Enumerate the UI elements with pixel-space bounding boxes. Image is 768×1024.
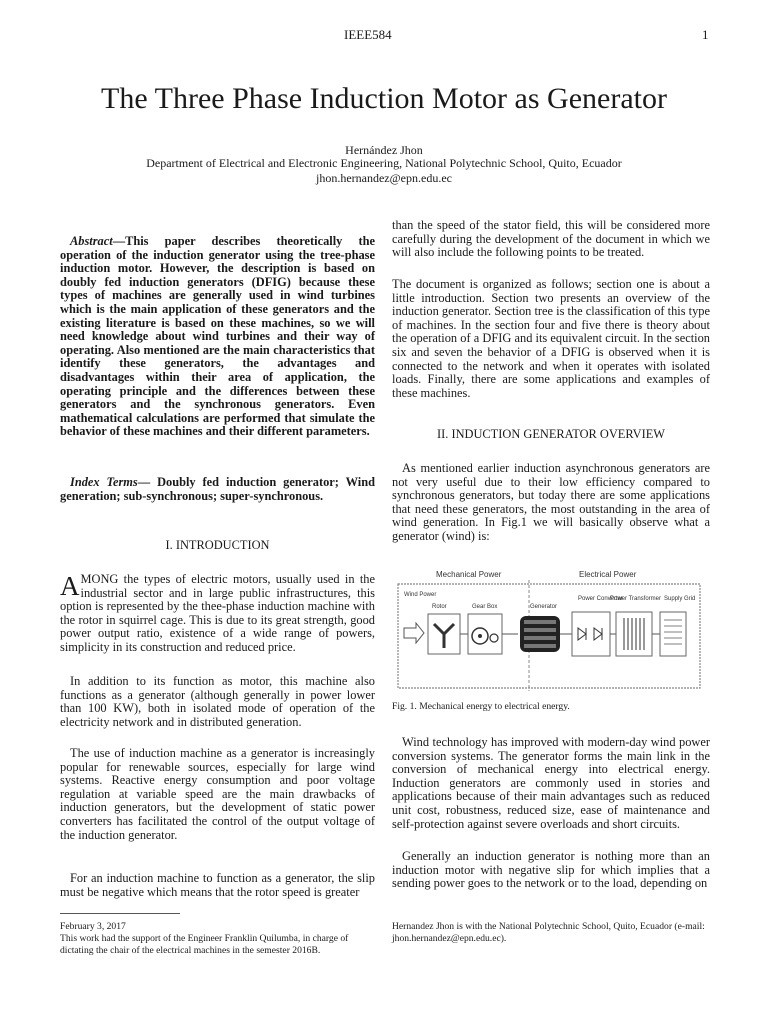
author-name: Hernández Jhon [345,143,423,157]
abstract-text: —This paper describes theoretically the operation of the induction generator using the tree-phase induction motor. However, the description is based on doubly fed induction generators (DFIG) because these types of machines are generally used in wind turbines which is the main application of these generators and the existing literature is based on these machines, so we will need knowledge about wind turbines and their way of operating. Also mentioned are the main characteristics that identify these generators, the advantages and disadvantages within their area of application, the operating principle and the differences between these generators and the synchronous generators. Even mathematical calculations are performed that simulate the behavior of these machines and their different parameters. [60,234,375,439]
organization-paragraph: The document is organized as follows; section one is about a little introduction. Section two presents an overview of the induction generator. Section tree is the classification of this type of machines. In the section four and five there is theory about the operation of a DFIG and its equivalent circuit. In the section six and seven the behavior of a DFIG is observed when it is connected to the network and when it operates with isolated loads. Finally, there are some applications and examples of these machines. [392,277,710,400]
electrical-power-label: Electrical Power [579,570,637,579]
abstract-label: Abstract [70,234,113,248]
generator-icon [520,616,560,652]
generator-label: Generator [530,604,558,610]
index-terms-text: — Doubly fed induction generator; Wind generation; sub-synchronous; super-synchronous. [60,475,376,503]
abstract [60,235,375,439]
intro-paragraph-1 [60,573,375,655]
footnote-date: February 3, 2017 [60,921,126,932]
overview-paragraph-2: Wind technology has improved with modern-day wind power conversion systems. The generator forms the main link in the conversion of mechanical energy into electrical energy. Induction generators are commonly used in stories and applications because of their main advantages such as reduced unit cost, robustness, reduced size, ease of maintenance and self-protection against severe overloads and short circuits. [392,735,710,831]
supply-grid-label: Supply Grid [664,596,696,602]
paper-title: The Three Phase Induction Motor as Generator [101,82,667,115]
page-number: 1 [702,27,709,42]
intro-paragraph-2: In addition to its function as motor, this machine also functions as a generator (although generally in power lower than 100 KW), both in isolated mode of operation of the electricity network and in distributed generation. [60,674,375,729]
gear-box-label: Gear Box [472,604,498,610]
wind-power-label: Wind Power [404,592,437,598]
index-terms [60,476,375,503]
power-converter-label: Power Converter [578,596,624,602]
body-paragraph-continued: than the speed of the stator field, this will be considered more carefully during the development of the document in which we will also include the following points to be treated. [392,218,710,260]
footnote-rule [60,913,180,914]
intro-paragraph-4: For an induction machine to function as a generator, the slip must be negative which means that the rotor speed is greater [60,871,375,899]
footnote-support: This work had the support of the Engineer Franklin Quilumba, in charge of dictating the chair of the electrical machines in the semester 2016B. [60,933,349,956]
drop-cap: A [60,571,80,601]
index-terms-label: Index Terms [70,475,138,489]
author-email: jhon.hernandez@epn.edu.ec [316,171,452,185]
overview-paragraph-3: Generally an induction generator is nothing more than an induction motor with negative slip for which implies that a sending power goes to the network or to the load, depending on [392,849,710,891]
figure-wind-generation-diagram [394,566,704,694]
footnote-author: Hernandez Jhon is with the National Polytechnic School, Quito, Ecuador (e-mail: jhon.hernandez@epn.edu.ec). [392,921,705,944]
figure-caption: Fig. 1. Mechanical energy to electrical energy. [392,701,570,712]
section-heading-overview: II. INDUCTION GENERATOR OVERVIEW [437,427,665,441]
rotor-label: Rotor [432,604,447,610]
section-heading-introduction: I. INTRODUCTION [165,538,270,552]
mechanical-power-label: Mechanical Power [436,570,502,579]
intro-p1-text: MONG the types of electric motors, usually used in the industrial sector and in large public infrastructures, this option is represented by the thee-phase induction machine with the rotor in squirrel cage. This is due to its great strength, good power output ratio, existence of a wide range of powers, simplicity in its construction and reduced price. [60,572,375,654]
author-affiliation: Department of Electrical and Electronic Engineering, National Polytechnic School, Quito, Ecuador [146,156,622,170]
intro-paragraph-3: The use of induction machine as a generator is increasingly popular for renewable sources, especially for large wind systems. Reactive energy consumption and poor voltage regulation at variable speed are the main drawbacks of induction generators, but the development of static power converters has facilitated the control of the output voltage of the induction generator. [60,746,375,842]
overview-paragraph-1: As mentioned earlier induction asynchronous generators are not very useful due to their low efficiency compared to synchronous generators, but today there are some applications that need these generators, the most outstanding in the area of wind generation. In Fig.1 we will basically observe what a generator (wind) is: [392,461,710,543]
running-header: IEEE584 [344,27,392,42]
power-transformer-label: Power Transformer [610,596,662,602]
